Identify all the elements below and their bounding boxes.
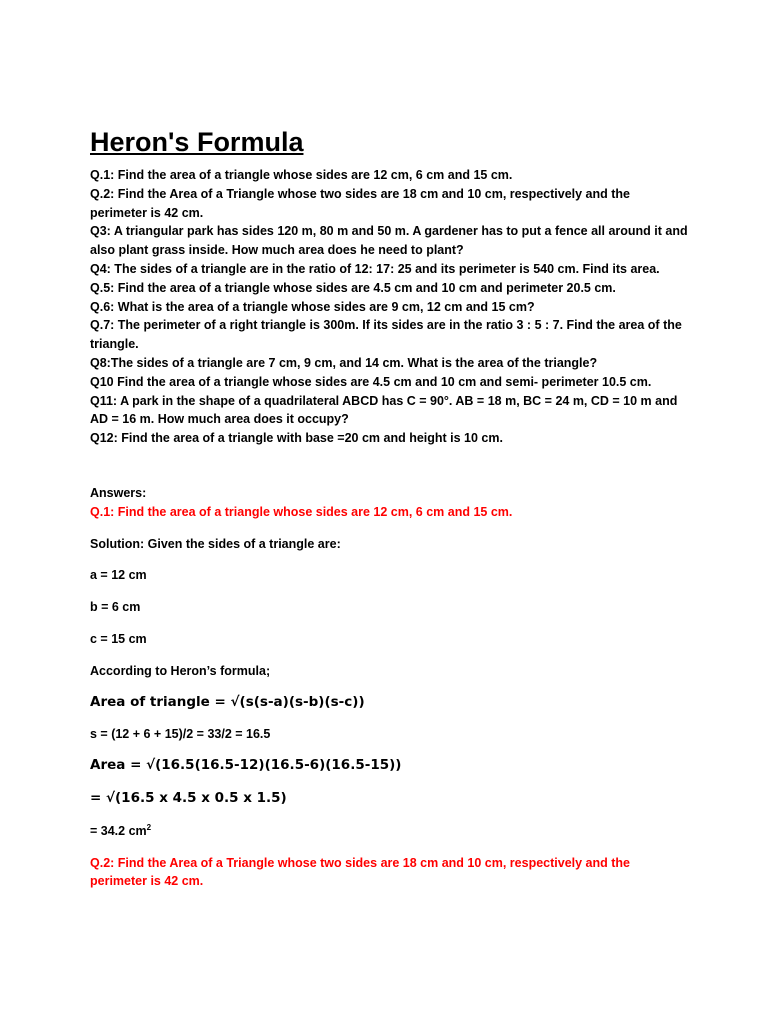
answer-question-2: Q.2: Find the Area of a Triangle whose two sides are 18 cm and 10 cm, respectively and the perimeter is 42 cm.	[90, 855, 630, 889]
side-b: b = 6 cm	[90, 600, 141, 615]
question-list	[90, 166, 690, 448]
area-substitution: Area = √(16.5(16.5-12)(16.5-6)(16.5-15))	[90, 756, 402, 773]
question-item: Q.6: What is the area of a triangle whose sides are 9 cm, 12 cm and 15 cm?	[90, 299, 535, 314]
question-item: Q11: A park in the shape of a quadrilateral ABCD has C = 90°. AB = 18 m, BC = 24 m, CD = 10 m and AD = 16 m. How much area does it occupy?	[90, 393, 678, 427]
page-title: Heron's Formula	[90, 127, 304, 157]
area-formula: Area of triangle = √(s(s-a)(s-b)(s-c))	[90, 693, 365, 710]
question-item: Q10 Find the area of a triangle whose sides are 4.5 cm and 10 cm and semi- perimeter 10.5 cm.	[90, 374, 652, 389]
question-item: Q.1: Find the area of a triangle whose sides are 12 cm, 6 cm and 15 cm.	[90, 168, 513, 182]
question-item: Q4: The sides of a triangle are in the ratio of 12: 17: 25 and its perimeter is 540 cm. Find its area.	[90, 261, 660, 276]
question-item: Q.7: The perimeter of a right triangle is 300m. If its sides are in the ratio 3 : 5 : 7. Find the area of the triangle.	[90, 318, 682, 352]
question-item: Q12: Find the area of a triangle with base =20 cm and height is 10 cm.	[90, 431, 503, 446]
question-item: Q3: A triangular park has sides 120 m, 80 m and 50 m. A gardener has to put a fence all around it and also plant grass inside. How much area does he need to plant?	[90, 224, 688, 258]
side-c: c = 15 cm	[90, 631, 147, 646]
area-evaluation: = √(16.5 x 4.5 x 0.5 x 1.5)	[90, 790, 287, 807]
question-item: Q.5: Find the area of a triangle whose sides are 4.5 cm and 10 cm and perimeter 20.5 cm.	[90, 280, 616, 295]
solution-intro: Solution: Given the sides of a triangle are:	[90, 536, 341, 551]
semi-perimeter: s = (12 + 6 + 15)/2 = 33/2 = 16.5	[90, 727, 271, 742]
question-item: Q8:The sides of a triangle are 7 cm, 9 cm, and 14 cm. What is the area of the triangle?	[90, 355, 598, 370]
question-item: Q.2: Find the Area of a Triangle whose two sides are 18 cm and 10 cm, respectively and the perimeter is 42 cm.	[90, 186, 630, 220]
herons-formula-label: According to Heron’s formula;	[90, 663, 271, 678]
side-a: a = 12 cm	[90, 568, 147, 583]
answer-question-1: Q.1: Find the area of a triangle whose sides are 12 cm, 6 cm and 15 cm.	[90, 504, 513, 519]
area-unit-superscript: 2	[146, 822, 152, 832]
answers-heading: Answers:	[90, 485, 147, 500]
area-result	[90, 822, 690, 841]
answers-section	[90, 484, 690, 891]
document-page	[90, 124, 690, 891]
area-result-value: = 34.2 cm	[90, 823, 147, 838]
